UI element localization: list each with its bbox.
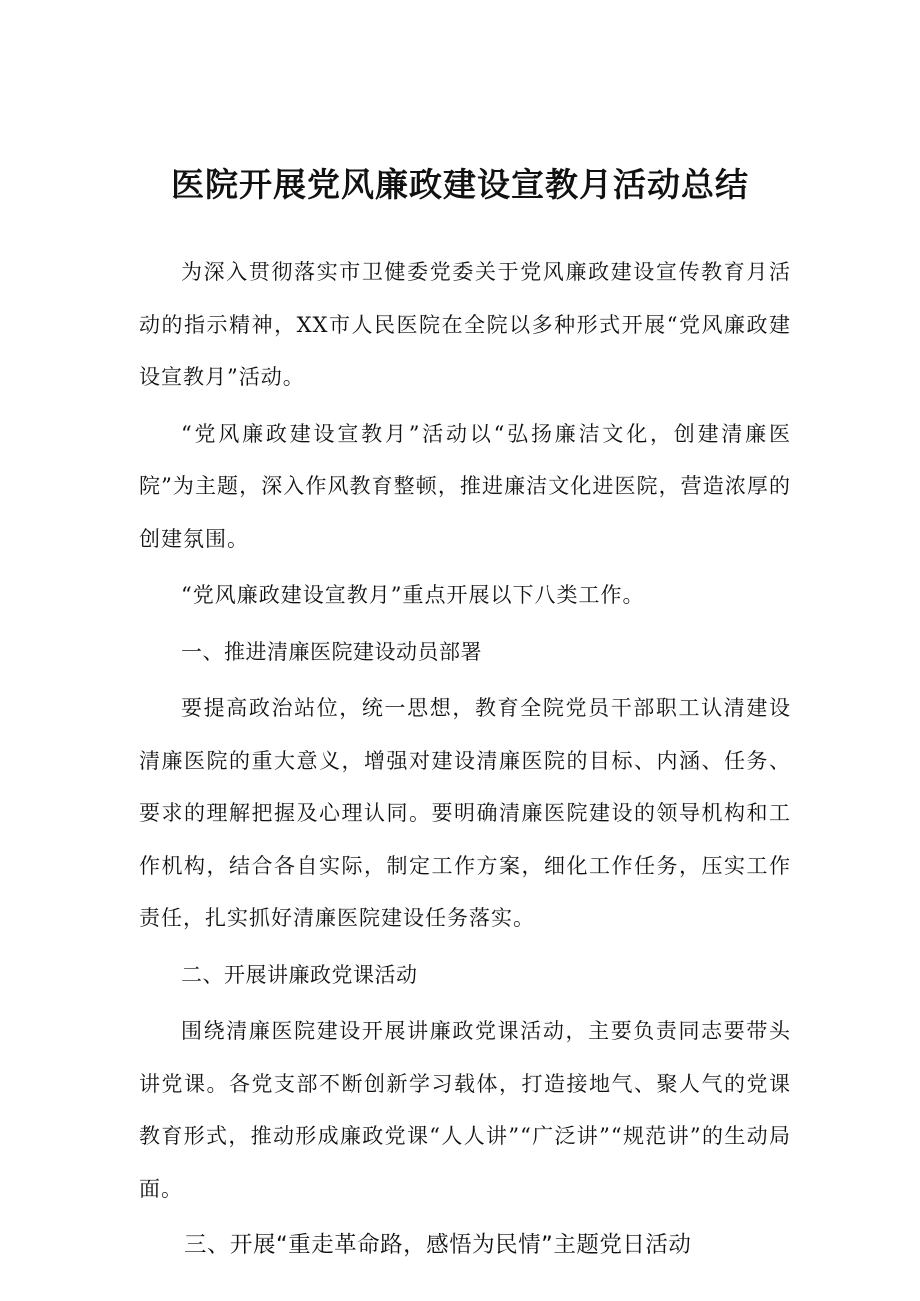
section-2-paragraph: 围绕清廉医院建设开展讲廉政党课活动，主要负责同志要带头讲党课。各党支部不断创新学习载体，打造接地气、聚人气的党课教育形式，推动形成廉政党课“人人讲”“广泛讲”“规范讲”的生动局面。 — [139, 1019, 791, 1201]
document-body — [139, 246, 791, 1276]
overview-paragraph: “党风廉政建设宣教月”重点开展以下八类工作。 — [181, 583, 645, 607]
theme-paragraph: “党风廉政建设宣教月”活动以“弘扬廉洁文化，创建清廉医院”为主题，深入作风教育整顿，推进廉洁文化进医院，营造浓厚的创建氛围。 — [139, 421, 791, 551]
section-heading-2: 二、开展讲廉政党课活动 — [181, 962, 418, 987]
intro-paragraph: 为深入贯彻落实市卫健委党委关于党风廉政建设宣传教育月活动的指示精神，XX市人民医院在全院以多种形式开展“党风廉政建设宣教月”活动。 — [139, 260, 791, 389]
section-heading-3: 三、开展“重走革命路，感悟为民情”主题党日活动 — [184, 1232, 692, 1258]
document-title: 医院开展党风廉政建设宣教月活动总结 — [171, 165, 749, 204]
section-heading-1: 一、推进清廉医院建设动员部署 — [181, 639, 482, 664]
section-1-paragraph: 要提高政治站位，统一思想，教育全院党员干部职工认清建设清廉医院的重大意义，增强对建设清廉医院的目标、内涵、任务、要求的理解把握及心理认同。要明确清廉医院建设的领导机构和工作机构，结合各自实际，制定工作方案，细化工作任务，压实工作责任，扎实抓好清廉医院建设任务落实。 — [139, 696, 791, 930]
